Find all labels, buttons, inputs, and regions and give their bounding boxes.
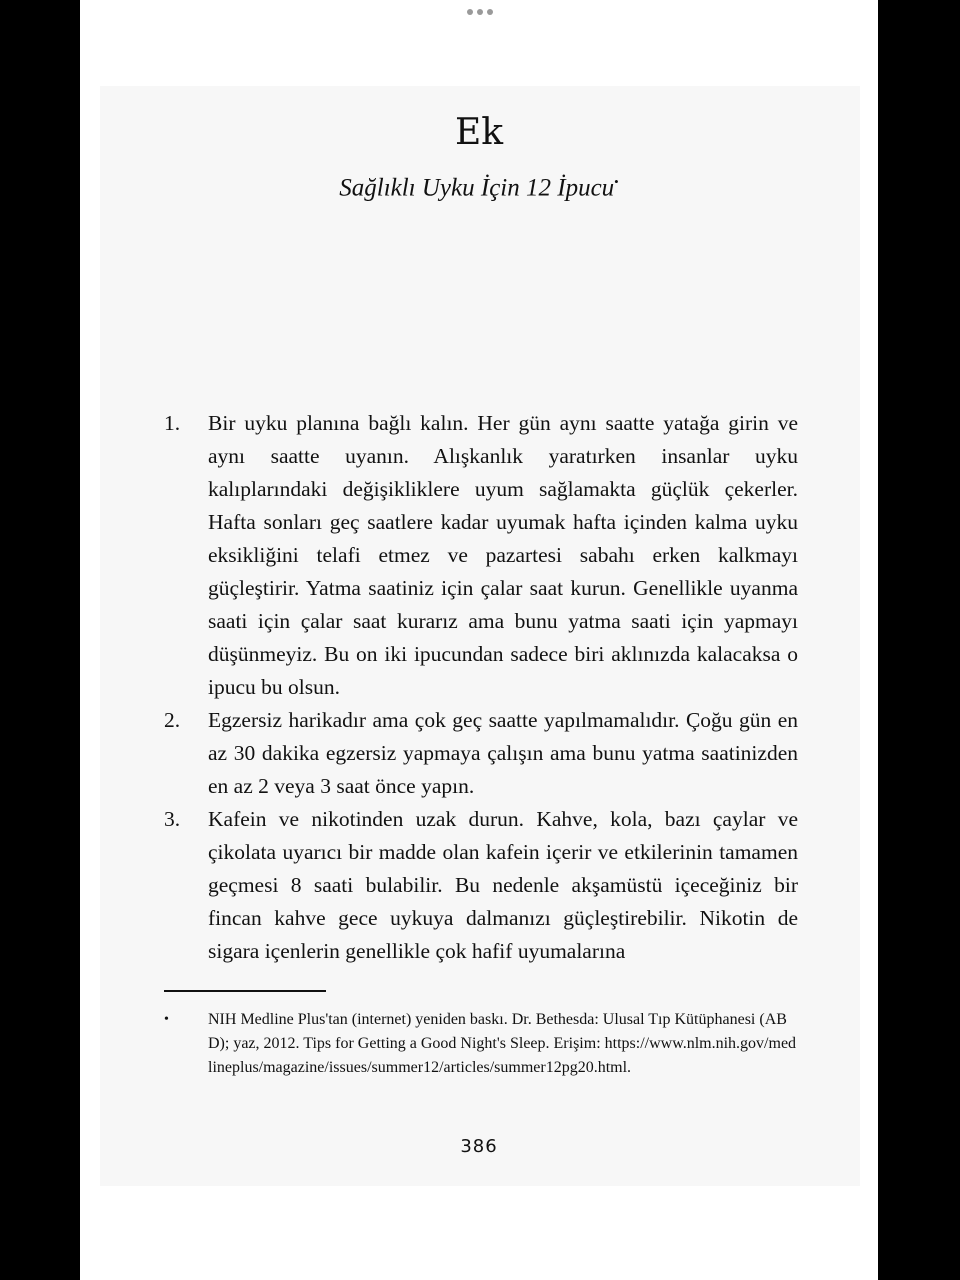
list-item-number: 2.: [164, 708, 181, 732]
footnote-marker: •: [164, 1012, 169, 1027]
list-item-text: Bir uyku planına bağlı kalın. Her gün aynı saatte yatağa girin ve aynı saatte uyanın. Alışkanlık yaratırken insanlar uyku kalıplarındaki değişikliklere uyum sağlamakta güçlük çekerler. Hafta sonları geç saatlere kadar uyumak hafta içinden kalma uyku eksikliğini telafi etmez ve pazartesi sabahı erken kalkmayı güçleştirir. Yatma saatiniz için çalar saat kurun. Genellikle uyanma saati için çalar saat kurarız ama bunu yatma saati için yapmayı düşünmeyiz. Bu on iki ipucundan sadece biri aklınızda kalacaksa o ipucu bu olsun.: [208, 411, 798, 699]
footnote: [164, 1008, 798, 1080]
list-item-text: Egzersiz harikadır ama çok geç saatte yapılmamalıdır. Çoğu gün en az 30 dakika egzersiz yapmaya çalışın ama bunu yatma saatinizden en az 2 veya 3 saat önce yapın.: [208, 708, 798, 798]
dot: [477, 9, 483, 15]
chapter-title: Ek: [454, 112, 504, 153]
more-options-icon[interactable]: [464, 6, 496, 18]
list-item: [164, 704, 798, 803]
list-item: [164, 407, 798, 704]
list-item: [164, 803, 798, 968]
footnote-reference: •: [614, 174, 619, 189]
list-item-number: 1.: [164, 411, 181, 435]
list-item-text: Kafein ve nikotinden uzak durun. Kahve, kola, bazı çaylar ve çikolata uyarıcı bir madde olan kafein içerir ve etkilerinin tamamen geçmesi 8 saati bulabilir. Bu nedenle akşamüstü içeceğiniz bir fincan kahve gece uykuya dalmanızı güçleştirebilir. Nikotin de sigara içenlerin genellikle çok hafif uyumalarına: [208, 807, 798, 963]
dot: [487, 9, 493, 15]
dot: [467, 9, 473, 15]
chapter-subtitle-text: Sağlıklı Uyku İçin 12 İpucu: [339, 174, 615, 202]
footnote-text: NIH Medline Plus'tan (internet) yeniden baskı. Dr. Bethesda: Ulusal Tıp Kütüphanesi (ABD); yaz, 2012. Tips for Getting a Good Night's Sleep. Erişim: https://www.nlm.nih.gov/medlineplus/magazine/issues/summer12/articles/summer12pg20.html.: [208, 1011, 797, 1076]
chapter-subtitle: [80, 174, 878, 202]
footnote-divider: [164, 990, 326, 992]
page-number: 386: [460, 1136, 498, 1157]
list-item-number: 3.: [164, 807, 181, 831]
tips-list: [164, 407, 798, 968]
